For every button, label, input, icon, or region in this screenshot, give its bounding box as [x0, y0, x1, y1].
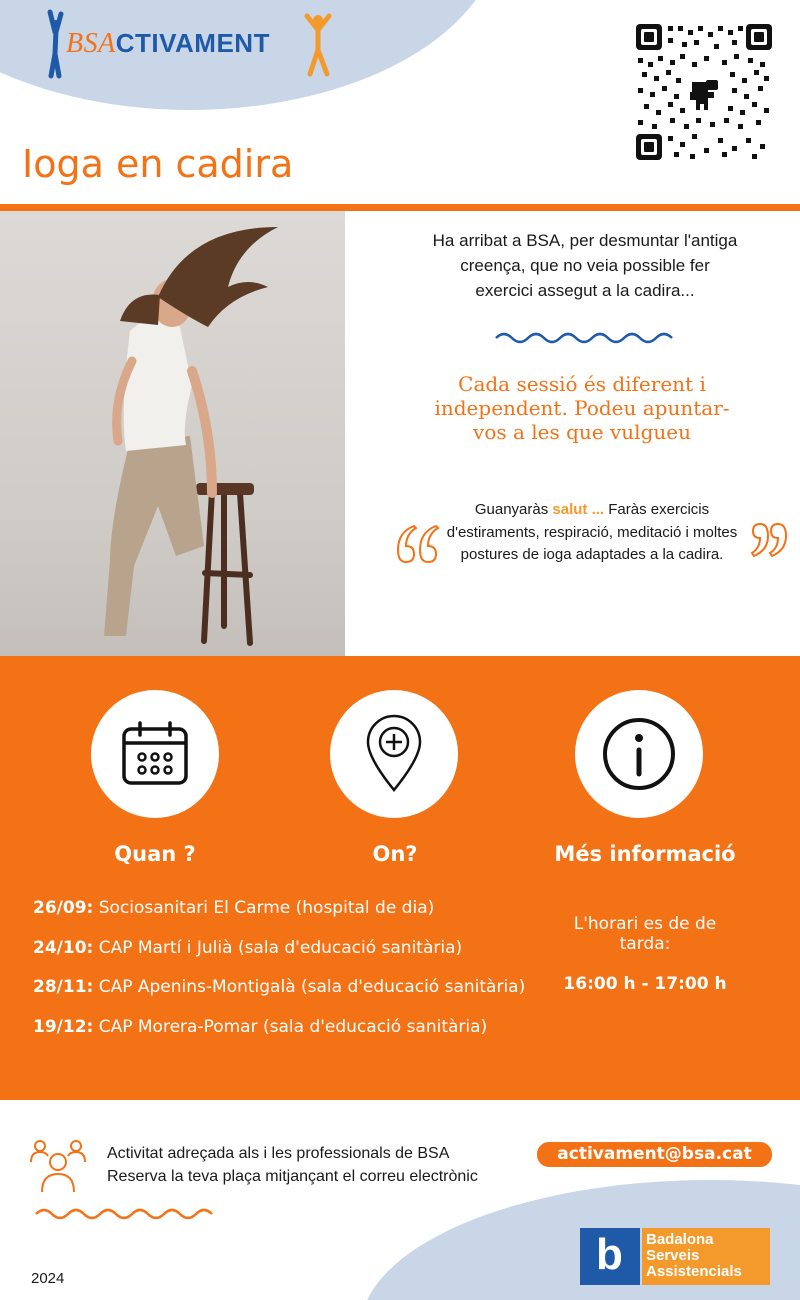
email-link[interactable]: activament@bsa.cat [537, 1142, 772, 1167]
hours-time: 16:00 h - 17:00 h [563, 974, 727, 994]
close-quote-icon [750, 520, 788, 560]
info-icon [601, 716, 677, 792]
title-divider [0, 204, 800, 211]
schedule-row: 26/09: Sociosanitari El Carme (hospital de dia) [33, 898, 435, 918]
benefit-highlight: salut ... [552, 501, 605, 518]
jumping-figure-left-icon [44, 8, 68, 80]
wave-divider-blue [494, 330, 678, 346]
jumping-figure-right-icon [302, 8, 334, 80]
woman-with-stool-photo [0, 211, 345, 656]
highlight-quote: Cada sessió és diferent i independent. Podeu apuntar-vos a les que vulgueu [434, 372, 730, 444]
bsa-logo-mark: b [580, 1228, 640, 1285]
audience-text: Activitat adreçada als i les professionals de BSA [107, 1145, 450, 1162]
year-label: 2024 [31, 1270, 65, 1287]
calendar-circle [91, 690, 219, 818]
page-title: Ioga en cadira [22, 142, 294, 186]
location-circle [330, 690, 458, 818]
schedule-list [33, 898, 573, 1056]
benefit-text: Guanyaràs salut ... Faràs exercicis d'estiraments, respiració, meditació i moltes postures de ioga adaptades a la cadira. [446, 501, 738, 563]
more-info-heading: Més informació [554, 842, 736, 866]
badalona-serveis-assistencials-logo [580, 1228, 770, 1285]
wave-divider-orange [34, 1206, 216, 1222]
schedule-row: 24/10: CAP Martí i Julià (sala d'educació sanitària) [33, 937, 463, 958]
schedule-row: 28/11: CAP Apenins-Montigalà (sala d'educació sanitària) [33, 977, 526, 997]
booking-text: Reserva la teva plaça mitjançant el correu electrònic [107, 1168, 478, 1185]
qr-code[interactable] [634, 22, 774, 162]
location-pin-icon [364, 714, 424, 794]
calendar-icon [120, 721, 190, 787]
footer-text [107, 1142, 478, 1188]
hours-description: L'horari es de de tarda: [573, 914, 717, 954]
open-quote-icon [396, 520, 440, 566]
intro-text: Ha arribat a BSA, per desmuntar l'antiga creença, que no veia possible fer exercici assegut a la cadira... [432, 231, 738, 300]
logo-wordmark: BSACTIVAMENT [66, 28, 270, 59]
when-heading: Quan ? [114, 842, 196, 866]
info-circle [575, 690, 703, 818]
bsa-logo-name: Badalona Serveis Assistencials [642, 1228, 770, 1285]
activament-logo [44, 8, 334, 80]
people-icon [30, 1136, 86, 1194]
where-heading: On? [372, 842, 418, 866]
schedule-row: 19/12: CAP Morera-Pomar (sala d'educació sanitària) [33, 1016, 488, 1037]
